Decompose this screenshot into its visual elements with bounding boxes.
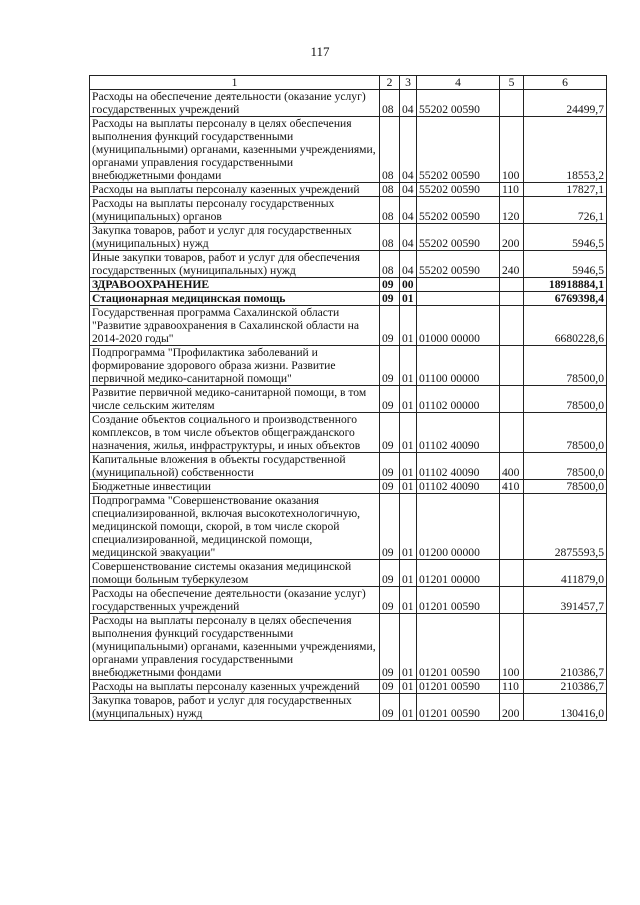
row-expense-type-cell: 400 <box>500 453 524 480</box>
row-target-article-cell: 01102 40090 <box>417 453 500 480</box>
row-subsection-cell: 04 <box>400 251 417 278</box>
row-target-article-cell: 55202 00590 <box>417 117 500 183</box>
row-subsection-cell: 04 <box>400 90 417 117</box>
row-section-cell: 08 <box>380 251 400 278</box>
row-name-cell: Расходы на выплаты персоналу казенных учреждений <box>90 183 380 197</box>
row-section-cell: 09 <box>380 386 400 413</box>
table-row <box>90 386 607 413</box>
row-subsection-cell: 01 <box>400 346 417 386</box>
row-subsection-cell: 00 <box>400 278 417 292</box>
table-row <box>90 614 607 680</box>
row-section-cell: 09 <box>380 494 400 560</box>
budget-table <box>89 75 607 721</box>
row-section-cell: 09 <box>380 453 400 480</box>
row-name-cell: Стационарная медицинская помощь <box>90 292 380 306</box>
table-row <box>90 560 607 587</box>
row-target-article-cell: 01201 00590 <box>417 680 500 694</box>
column-header: 6 <box>524 76 607 90</box>
row-name-cell: Расходы на обеспечение деятельности (оказание услуг) государственных учреждений <box>90 587 380 614</box>
row-target-article-cell: 55202 00590 <box>417 197 500 224</box>
table-row <box>90 494 607 560</box>
row-target-article-cell: 55202 00590 <box>417 251 500 278</box>
row-name-cell: Расходы на выплаты персоналу государственных (муниципальных) органов <box>90 197 380 224</box>
table-row <box>90 306 607 346</box>
row-target-article-cell: 01201 00590 <box>417 587 500 614</box>
row-subsection-cell: 01 <box>400 494 417 560</box>
row-subsection-cell: 04 <box>400 117 417 183</box>
row-section-cell: 09 <box>380 614 400 680</box>
row-name-cell: Создание объектов социального и производственного комплексов, в том числе объектов общегражданского назначения, жилья, инфраструктуры, и иных объектов <box>90 413 380 453</box>
row-expense-type-cell: 200 <box>500 224 524 251</box>
row-subsection-cell: 01 <box>400 560 417 587</box>
row-subsection-cell: 01 <box>400 587 417 614</box>
table-row <box>90 346 607 386</box>
table-row <box>90 278 607 292</box>
row-target-article-cell: 01102 40090 <box>417 480 500 494</box>
column-header: 3 <box>400 76 417 90</box>
row-target-article-cell: 01200 00000 <box>417 494 500 560</box>
row-expense-type-cell <box>500 494 524 560</box>
row-name-cell: ЗДРАВООХРАНЕНИЕ <box>90 278 380 292</box>
table-row <box>90 117 607 183</box>
table-row <box>90 183 607 197</box>
row-amount-cell: 391457,7 <box>524 587 607 614</box>
row-amount-cell: 17827,1 <box>524 183 607 197</box>
row-section-cell: 08 <box>380 90 400 117</box>
row-section-cell: 08 <box>380 197 400 224</box>
row-amount-cell: 78500,0 <box>524 346 607 386</box>
row-target-article-cell: 01102 40090 <box>417 413 500 453</box>
table-row <box>90 90 607 117</box>
row-amount-cell: 78500,0 <box>524 413 607 453</box>
page-number: 117 <box>310 44 330 59</box>
row-section-cell: 09 <box>380 292 400 306</box>
row-target-article-cell: 01100 00000 <box>417 346 500 386</box>
row-section-cell: 09 <box>380 560 400 587</box>
row-target-article-cell: 01201 00590 <box>417 694 500 721</box>
row-amount-cell: 6680228,6 <box>524 306 607 346</box>
row-target-article-cell: 55202 00590 <box>417 224 500 251</box>
row-expense-type-cell: 100 <box>500 117 524 183</box>
row-section-cell: 08 <box>380 117 400 183</box>
row-amount-cell: 2875593,5 <box>524 494 607 560</box>
row-section-cell: 09 <box>380 346 400 386</box>
row-expense-type-cell: 100 <box>500 614 524 680</box>
row-target-article-cell: 01201 00000 <box>417 560 500 587</box>
table-row <box>90 292 607 306</box>
row-target-article-cell: 55202 00590 <box>417 183 500 197</box>
row-target-article-cell <box>417 292 500 306</box>
table-row <box>90 480 607 494</box>
row-expense-type-cell <box>500 306 524 346</box>
table-row <box>90 680 607 694</box>
column-header: 5 <box>500 76 524 90</box>
row-subsection-cell: 04 <box>400 197 417 224</box>
row-name-cell: Закупка товаров, работ и услуг для государственных (муниципальных) нужд <box>90 224 380 251</box>
row-expense-type-cell <box>500 346 524 386</box>
row-target-article-cell: 01201 00590 <box>417 614 500 680</box>
row-expense-type-cell: 200 <box>500 694 524 721</box>
table-row <box>90 197 607 224</box>
table-row <box>90 453 607 480</box>
row-subsection-cell: 01 <box>400 680 417 694</box>
row-amount-cell: 18918884,1 <box>524 278 607 292</box>
row-name-cell: Закупка товаров, работ и услуг для государственных (мунципальных) нужд <box>90 694 380 721</box>
row-subsection-cell: 01 <box>400 306 417 346</box>
row-name-cell: Расходы на обеспечение деятельности (оказание услуг) государственных учреждений <box>90 90 380 117</box>
row-amount-cell: 18553,2 <box>524 117 607 183</box>
row-section-cell: 09 <box>380 694 400 721</box>
budget-table-body <box>90 76 607 721</box>
row-subsection-cell: 04 <box>400 224 417 251</box>
row-subsection-cell: 01 <box>400 614 417 680</box>
row-expense-type-cell <box>500 386 524 413</box>
row-expense-type-cell <box>500 278 524 292</box>
column-header: 2 <box>380 76 400 90</box>
row-target-article-cell: 01102 00000 <box>417 386 500 413</box>
row-expense-type-cell: 410 <box>500 480 524 494</box>
row-name-cell: Подпрограмма "Совершенствование оказания специализированной, включая высокотехнологичную, медицинской помощи, скорой, в том числе скорой специализированной, медицинской помощи, медицинской эвакуации" <box>90 494 380 560</box>
row-amount-cell: 6769398,4 <box>524 292 607 306</box>
row-name-cell: Подпрограмма "Профилактика заболеваний и формирование здорового образа жизни. Развитие первичной медико-санитарной помощи" <box>90 346 380 386</box>
row-subsection-cell: 01 <box>400 480 417 494</box>
row-name-cell: Развитие первичной медико-санитарной помощи, в том числе сельским жителям <box>90 386 380 413</box>
row-section-cell: 08 <box>380 183 400 197</box>
row-expense-type-cell <box>500 90 524 117</box>
row-section-cell: 09 <box>380 587 400 614</box>
table-header-row <box>90 76 607 90</box>
row-target-article-cell <box>417 278 500 292</box>
row-section-cell: 09 <box>380 278 400 292</box>
row-target-article-cell: 01000 00000 <box>417 306 500 346</box>
row-expense-type-cell <box>500 560 524 587</box>
row-expense-type-cell: 110 <box>500 680 524 694</box>
table-row <box>90 251 607 278</box>
column-header: 4 <box>417 76 500 90</box>
row-target-article-cell: 55202 00590 <box>417 90 500 117</box>
row-section-cell: 09 <box>380 306 400 346</box>
table-row <box>90 587 607 614</box>
row-expense-type-cell: 240 <box>500 251 524 278</box>
row-subsection-cell: 04 <box>400 183 417 197</box>
row-subsection-cell: 01 <box>400 694 417 721</box>
row-amount-cell: 210386,7 <box>524 614 607 680</box>
row-amount-cell: 78500,0 <box>524 480 607 494</box>
row-name-cell: Бюджетные инвестиции <box>90 480 380 494</box>
row-name-cell: Совершенствование системы оказания медицинской помощи больным туберкулезом <box>90 560 380 587</box>
row-expense-type-cell <box>500 292 524 306</box>
row-name-cell: Расходы на выплаты персоналу в целях обеспечения выполнения функций государственными (муниципальными) органами, казенными учреждениями, органами управления государственными внебюджетными фондами <box>90 117 380 183</box>
row-section-cell: 09 <box>380 680 400 694</box>
row-subsection-cell: 01 <box>400 413 417 453</box>
row-amount-cell: 5946,5 <box>524 224 607 251</box>
row-subsection-cell: 01 <box>400 386 417 413</box>
row-amount-cell: 210386,7 <box>524 680 607 694</box>
row-amount-cell: 726,1 <box>524 197 607 224</box>
row-expense-type-cell: 120 <box>500 197 524 224</box>
row-subsection-cell: 01 <box>400 292 417 306</box>
row-section-cell: 09 <box>380 413 400 453</box>
row-name-cell: Государственная программа Сахалинской области "Развитие здравоохранения в Сахалинской области на 2014-2020 годы" <box>90 306 380 346</box>
row-subsection-cell: 01 <box>400 453 417 480</box>
row-amount-cell: 24499,7 <box>524 90 607 117</box>
table-row <box>90 224 607 251</box>
table-row <box>90 694 607 721</box>
column-header: 1 <box>90 76 380 90</box>
row-expense-type-cell <box>500 587 524 614</box>
row-name-cell: Расходы на выплаты персоналу в целях обеспечения выполнения функций государственными (муниципальными) органами, казенными учреждениями, органами управления государственными внебюджетными фондами <box>90 614 380 680</box>
row-amount-cell: 411879,0 <box>524 560 607 587</box>
row-amount-cell: 78500,0 <box>524 453 607 480</box>
row-amount-cell: 5946,5 <box>524 251 607 278</box>
row-expense-type-cell: 110 <box>500 183 524 197</box>
row-expense-type-cell <box>500 413 524 453</box>
row-section-cell: 08 <box>380 224 400 251</box>
row-name-cell: Расходы на выплаты персоналу казенных учреждений <box>90 680 380 694</box>
row-amount-cell: 78500,0 <box>524 386 607 413</box>
row-name-cell: Капитальные вложения в объекты государственной (муниципальной) собственности <box>90 453 380 480</box>
row-section-cell: 09 <box>380 480 400 494</box>
table-row <box>90 413 607 453</box>
row-name-cell: Иные закупки товаров, работ и услуг для обеспечения государственных (муниципальных) нужд <box>90 251 380 278</box>
row-amount-cell: 130416,0 <box>524 694 607 721</box>
